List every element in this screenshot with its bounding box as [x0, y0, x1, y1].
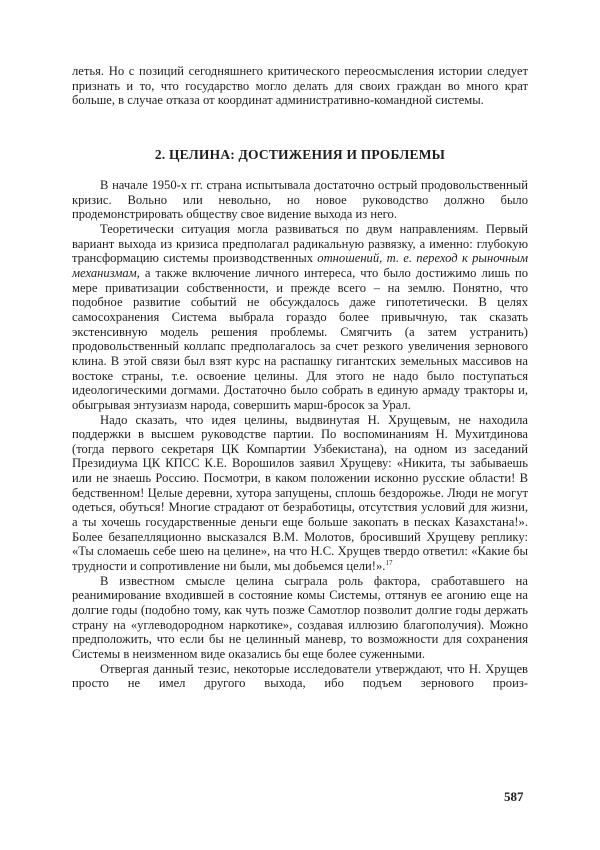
paragraph-2-text-b: , а также включение личного интереса, что было достижимо лишь по мере приватизации собственности, и прежде всего – на землю. Понятно, что подобное развитие событий не обсуждалось даже гипотетически. В целях самосохранения Система выбрала гораздо более привычную, так сказать экстенсивную модель решения проблемы. Смягчить (а затем устранить) продовольственный коллапс предполагалось за счет резкого увеличения зернового клина. В этой связи был взят курс на распашку гигантских земельных массивов на востоке страны, т.е. освоение целины. Для этого не надо было поступаться идеологическими догмами. Достаточно было собрать в единую армаду тракторы и, обыгрывая энтузиазм народа, совершить марш-бросок за Урал.: [72, 265, 528, 412]
paragraph-2: [72, 222, 528, 413]
paragraph-3-text: Надо сказать, что идея целины, выдвинутая Н. Хрущевым, не находила поддержки в высшем руководстве партии. По воспоминаниям Н. Мухитдинова (тогда первого секретаря ЦК Компартии Узбекистана), на одном из заседаний Президиума ЦК КПСС К.Е. Ворошилов заявил Хрущеву: «Никита, ты забываешь или не знаешь Россию. Посмотри, в каком положении исконно русские области! В бедственном! Целые деревни, хутора запущены, сплошь бездорожье. Люди не могут одеться, обуться! Многие страдают от безработицы, отсутствия условий для жизни, а ты хочешь государственные деньги еще больше закопать в песках Казахстана!». Более безапелляционно высказался В.М. Молотов, бросивший Хрущеву реплику: «Ты сломаешь себе шею на целине», на что Н.С. Хрущев твердо ответил: «Какие бы трудности и сопротивление ни были, мы добьемся цели!».: [72, 412, 528, 574]
paragraph-4: В известном смысле целина сыграла роль фактора, сработавшего на реанимирование входившей в состояние комы Системы, оттянув ее агонию еще на долгие годы (подобно тому, как чуть позже Самотлор позволит долгие годы держать страну на «углеводородном наркотике», создавая иллюзию благополучия). Можно предположить, что если бы не целинный маневр, то возможности для сохранения Системы в неизменном виде оказались бы еще более суженными.: [72, 573, 528, 661]
paragraph-2-text-a: Теоретически ситуация могла развиваться по двум направлениям. Первый вариант выхода из кризиса предполагал радикальную развязку, а именно: глубокую трансформацию системы производственных: [72, 221, 528, 266]
paragraph-1: В начале 1950-х гг. страна испытывала достаточно острый продовольственный кризис. Вольно или невольно, но новое руководство должно было продемонстрировать обществу свое видение выхода из него.: [72, 178, 528, 222]
paragraph-2-italic: отношений, т. е. переход к рыночным механизмам: [72, 251, 528, 280]
section-heading: 2. ЦЕЛИНА: ДОСТИЖЕНИЯ И ПРОБЛЕМЫ: [154, 147, 446, 162]
paragraph-5: Отвергая данный тезис, некоторые исследователи утверждают, что Н. Хрущев просто не имел другого выхода, ибо подъем зернового произ-: [72, 661, 528, 691]
intro-paragraph: летья. Но с позиций сегодняшнего критического переосмысления истории следует признать и то, что государство могло делать для своих граждан во много крат больше, в случае отказа от координат административно-командной системы.: [72, 64, 528, 108]
footnote-marker[interactable]: 17: [385, 559, 393, 568]
section-body: [72, 178, 528, 691]
page-content: [72, 64, 528, 691]
paragraph-3: [72, 413, 528, 574]
page-number: 587: [504, 789, 524, 804]
